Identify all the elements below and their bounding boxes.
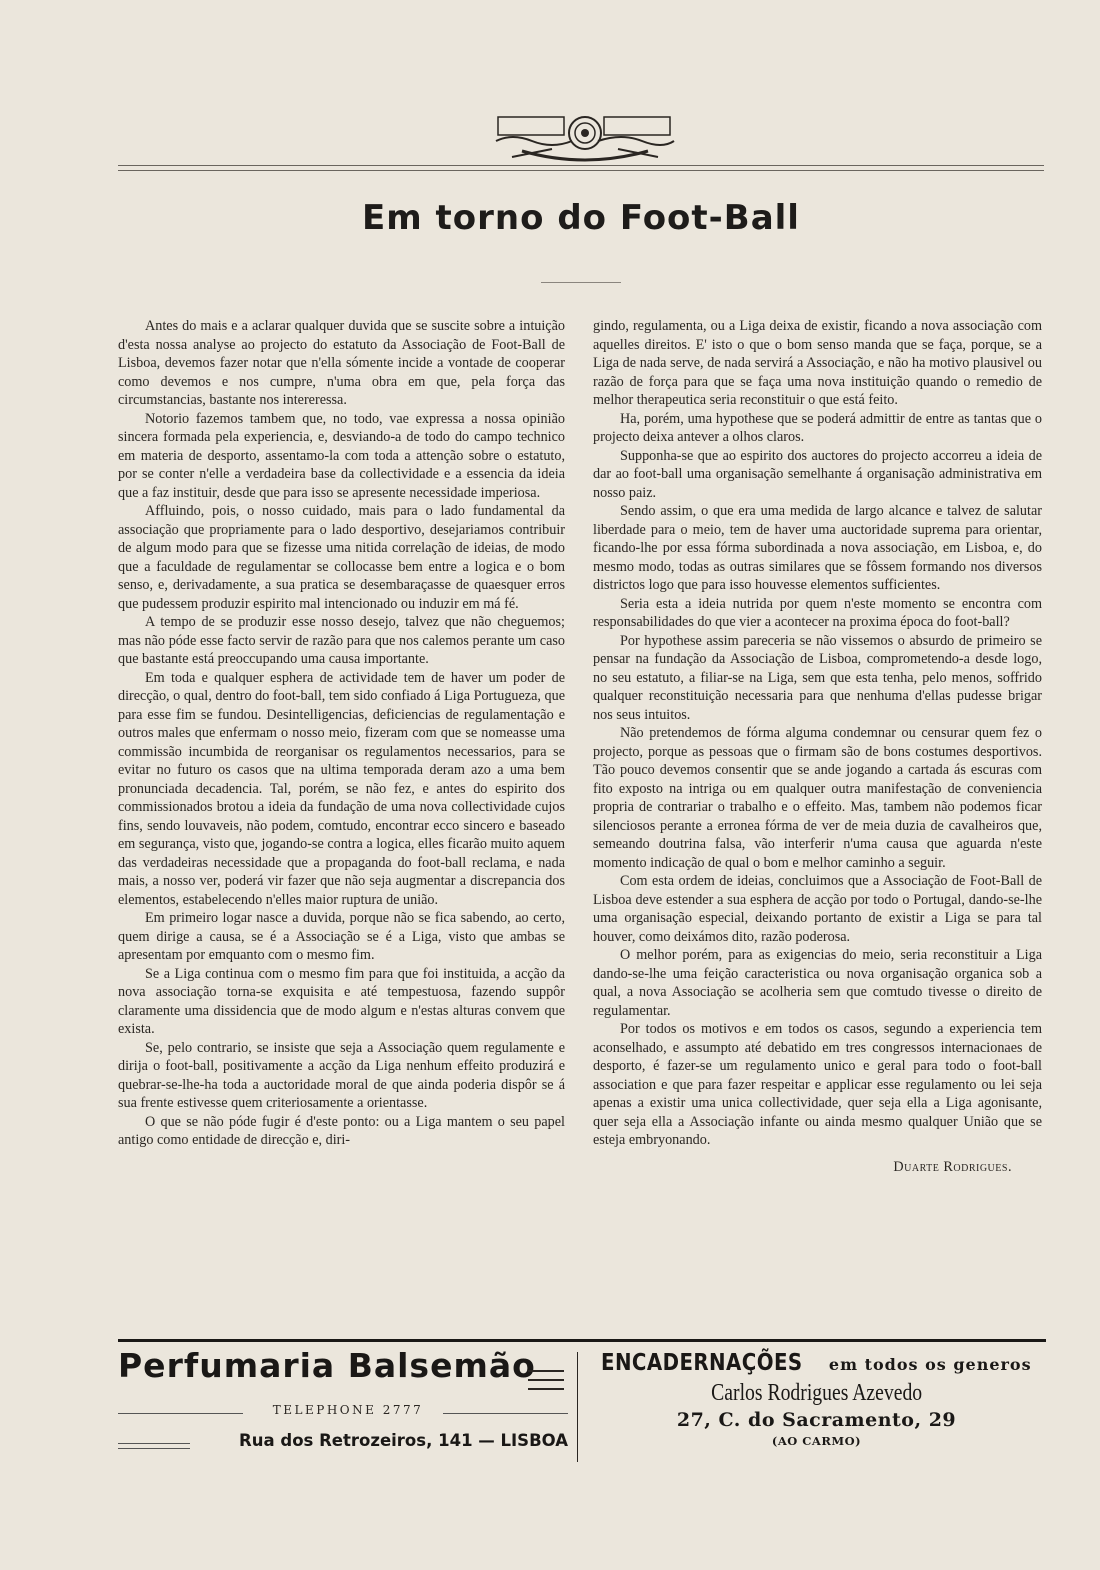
article-paragraph: Em toda e qualquer esphera de actividade tem de haver um poder de direcção, o qual, dentro do foot-ball, tem sido confiado á Liga Portugueza, que para esse fim se fundou. Desintelligencias, deficiencias de regulamentação e outros males que enfermam o nosso meio, fizeram com que se nomeasse uma commissão incumbida de reorganisar os regulamentos necessarios, para se evitar no futuro os casos que na ultima temporada deram azo a uma bem pronunciada decadencia. Tal, porém, se não fez, e antes do espirito dos commissionados brotou a ideia da fundação de uma nova collectividade cujos fins, sendo louvaveis, não podem, comtudo, encontrar ecco sincero e baseado em segurança, visto que, jogando-se contra a logica, elles ficarão muito aquem das verdadeiras necessidade que a propaganda do foot-ball reclama, e nada mais, a nosso ver, poderá vir fazer que não seja augmentar a discrepancia dos elementos, estabelecendo n'elles maior ruptura de união.	[118, 669, 565, 908]
headline-divider	[541, 282, 621, 283]
article-paragraph: Affluindo, pois, o nosso cuidado, mais para o lado fundamental da associação que propriamente para o lado desportivo, desejariamos contribuir de algum modo para que se fizesse uma nitida correlação de ideias, de modo que a faculdade de regulamentar se collocasse bem entre a logica e o bom senso, e, derivadamente, a sua pratica se desembaraçasse de quaesquer erros que pudessem produzir espirito mal intencionado ou induzir em má fé.	[118, 503, 565, 612]
perfumaria-ornament	[528, 1370, 564, 1397]
header-rule	[118, 170, 1044, 171]
article-paragraph: Por hypothese assim pareceria se não vissemos o absurdo de primeiro se pensar na fundação da Associação de Lisboa, comprometendo-a desde logo, no seu estatuto, a filiar-se na Liga, sem que esta tenha, pelo menos, soffrido qualquer reconstituição necessaria para que nenhuma d'ellas pudesse brigar nos seus intuitos.	[593, 632, 1042, 723]
encadernacoes-name: Carlos Rodrigues Azevedo	[711, 1380, 922, 1406]
article-column-left	[118, 317, 565, 1150]
tiro-sport-logo	[492, 111, 678, 163]
article-paragraph: O melhor porém, para as exigencias do meio, seria reconstituir a Liga dando-se-lhe uma feição caracteristica ou nova organisação organica sob a qual, a nova Associação se acolheria sem que comtudo tivesse o direito de regulamentar.	[593, 947, 1042, 1019]
perfumaria-telephone-line	[118, 1403, 568, 1423]
advert-divider	[577, 1352, 578, 1462]
masthead-logo	[492, 111, 678, 163]
article-paragraph: Ha, porém, uma hypothese que se poderá admittir de entre as tantas que o projecto deixa antever a olhos claros.	[593, 410, 1042, 445]
article-paragraph: Seria esta a ideia nutrida por quem n'este momento se encontra com responsabilidades do que vier a acontecer na proxima época do foot-ball?	[593, 595, 1042, 630]
encadernacoes-note: (AO CARMO)	[771, 1434, 862, 1448]
perfumaria-telephone: TELEPHONE 2777	[272, 1403, 424, 1417]
article-paragraph: Supponha-se que ao espirito dos auctores do projecto accorreu a ideia de dar ao foot-ball uma organisação semelhante á organisação administrativa em nosso paiz.	[593, 447, 1042, 501]
perfumaria-name: Perfumaria Balsemão	[118, 1346, 536, 1385]
header-rule	[118, 165, 1044, 166]
article-paragraph: Por todos os motivos e em todos os casos, segundo a experiencia tem aconselhado, e assumpto até debatido em tres congressos internacionaes de desporto, é fazer-se um regulamento unico e geral para todo o foot-ball association e que para fazer respeitar e applicar esse regulamento ou lei seja apenas a existir uma unica collectividade, quer seja ella a Liga agonisante, quer seja ella a Associação infante ou ainda mesmo qualquer União que se esteja embryonando.	[593, 1021, 1042, 1148]
article-paragraph: Se a Liga continua com o mesmo fim para que foi instituida, a acção da nova associação torna-se exquisita e até tempestuosa, fazendo suppôr claramente uma dissidencia que de modo algum e n'estas alturas convem que exista.	[118, 965, 565, 1037]
encadernacoes-subtitle: em todos os generos	[828, 1355, 1032, 1374]
article-paragraph: gindo, regulamenta, ou a Liga deixa de existir, ficando a nova associação com aquelles direitos. E' isto o que o bom senso manda que se faça, porque, se a Liga de nada serve, de nada servirá a Associação, e não ha motivo plausivel ou razão de força para que se faça uma nova instituição quando o remedio de melhor therapeutica seria reconstituir o que está feito.	[593, 318, 1042, 408]
article-paragraph: Não pretendemos de fórma alguma condemnar ou censurar quem fez o projecto, porque as pessoas que o firmam são de bons costumes desportivos. Tão pouco devemos consentir que se ande jogando a cartada ás escuras com fito exposto na intriga ou em qualquer outra manifestação de conveniencia propria de contrariar o trabalho e o effeito. Mas, tambem não podemos ficar silenciosos perante a erronea fórma de ver de meia duzia de cavalheiros que, semeando doutrina falsa, vão interferir n'uma causa que aguarda n'este momento indicação de qual o bom e melhor caminho a seguir.	[593, 725, 1042, 871]
advert-rule	[118, 1339, 1046, 1342]
encadernacoes-address: 27, C. do Sacramento, 29	[676, 1409, 957, 1431]
author-signature: Duarte Rodrigues.	[893, 1158, 1012, 1175]
encadernacoes-title: ENCADERNAÇÕES	[601, 1350, 803, 1376]
article-paragraph: Antes do mais e a aclarar qualquer duvida que se suscite sobre a intuição d'esta nossa analyse ao projecto do estatuto da Associação de Foot-Ball de Lisboa, devemos fazer notar que n'ella sómente incide a vontade de cooperar como devemos e nos cumpre, n'uma obra em que, pela força das circumstancias, bastante nos intereressa.	[118, 318, 565, 408]
article-paragraph: Sendo assim, o que era uma medida de largo alcance e talvez de salutar liberdade para o meio, tem de haver uma auctoridade suprema para orientar, ficando-lhe por essa fórma subordinada a nova associação, em Lisboa, e, do mesmo modo, todas as outras similares que se fôssem formando nos diversos districtos logo que para isso houvesse elementos sufficientes.	[593, 503, 1042, 593]
perfumaria-address-line	[118, 1431, 568, 1457]
article-paragraph: O que se não póde fugir é d'este ponto: ou a Liga mantem o seu papel antigo como entidade de direcção e, diri-	[118, 1113, 565, 1148]
article-paragraph: Em primeiro logar nasce a duvida, porque não se fica sabendo, ao certo, quem dirige a causa, se é a Associação se é a Liga, visto que ambas se apresentam por emquanto com o mesmo fim.	[118, 910, 565, 963]
article-paragraph: Se, pelo contrario, se insiste que seja a Associação quem regulamente e dirija o foot-ball, positivamente a acção da Liga nenhum effeito produzirá e quebrar-se-lhe-ha toda a auctoridade moral de que ainda poderia dispôr se á sua frente estivesse quem criteriosamente a orientasse.	[118, 1039, 565, 1111]
article-column-right	[593, 317, 1042, 1176]
article-paragraph: Com esta ordem de ideias, concluimos que a Associação de Foot-Ball de Lisboa deve estender a sua esphera de acção por todo o Portugal, dando-se-lhe uma organisação especial, deixando portanto de existir a Liga se para tal houver, como deixámos dito, razão poderosa.	[593, 873, 1042, 945]
perfumaria-address: Rua dos Retrozeiros, 141 — LISBOA	[239, 1431, 568, 1450]
advert-encadernacoes	[589, 1350, 1044, 1448]
article-paragraph: Notorio fazemos tambem que, no todo, vae expressa a nossa opinião sincera formada pela experiencia, e, desviando-a de todo do campo technico em materia de desporto, assentamo-la com toda a attenção sobre o estatuto, por se conter n'elle a verdadeira base da collectividade e a essencia da ideia que a faz instituir, desde que para isso se apresente necessidade imperiosa.	[118, 410, 565, 501]
article-headline: Em torno do Foot-Ball	[362, 198, 800, 238]
article-paragraph: A tempo de se produzir esse nosso desejo, talvez que não cheguemos; mas não póde esse facto servir de razão para que nos calemos perante um caso que bastante está preoccupando uma causa importante.	[118, 614, 565, 667]
